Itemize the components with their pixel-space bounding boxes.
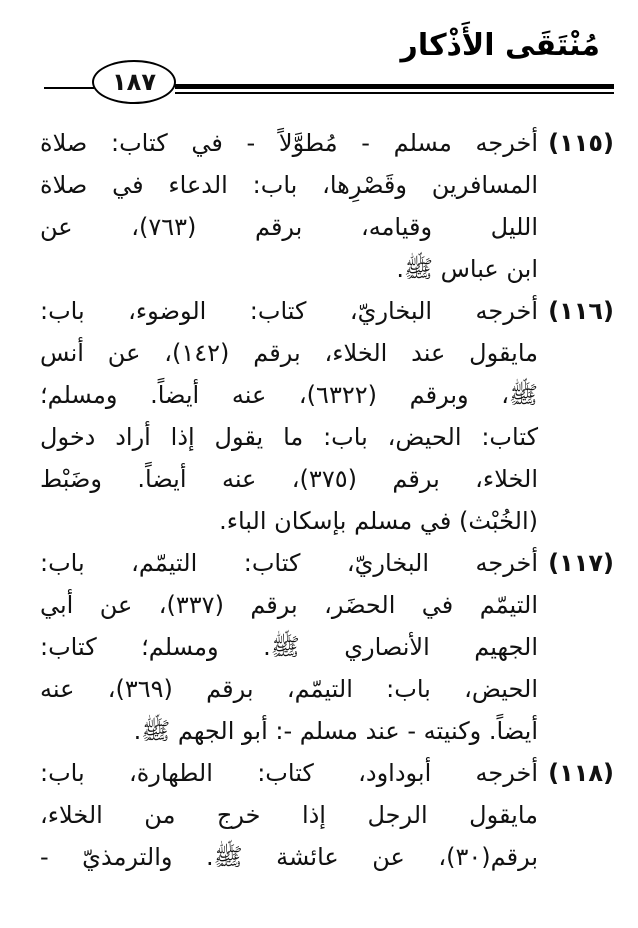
text-line: ابن عباس ﷺ. <box>396 255 538 283</box>
page-number: ١٨٧ <box>112 68 156 96</box>
header-rule-left <box>44 87 94 89</box>
text-line: ﷺ، وبرقم (٦٣٢٢)، عنه أيضاً. ومسلم؛ <box>40 381 538 409</box>
text-line: الحيض، باب: التيمّم، برقم (٣٦٩)، عنه <box>40 675 539 703</box>
text-line: أخرجه أبوداود، كتاب: الطهارة، باب: <box>40 759 538 787</box>
footnote <box>40 752 614 878</box>
text-line: أخرجه البخاريّ، كتاب: التيمّم، باب: <box>40 549 538 577</box>
footnote-number: (١١٨) <box>548 759 614 787</box>
text-line: أخرجه البخاريّ، كتاب: الوضوء، باب: <box>40 297 538 325</box>
text-line: الليل وقيامه، برقم (٧٦٣)، عن <box>40 213 539 241</box>
text-line: التيمّم في الحضَر، برقم (٣٣٧)، عن أبي <box>40 591 539 619</box>
page-header <box>0 0 638 110</box>
footnote-text <box>40 122 538 290</box>
text-line: أيضاً. وكنيته - عند مسلم -: أبو الجهم ﷺ. <box>133 717 538 745</box>
header-rule-thin <box>175 92 614 94</box>
footnote <box>40 290 614 542</box>
text-line: مايقول عند الخلاء، برقم (١٤٢)، عن أنس <box>40 339 538 367</box>
text-line: برقم(٣٠)، عن عائشة ﷺ. والترمذيّ - <box>40 843 538 871</box>
footnote-text <box>40 752 538 878</box>
header-rule-thick <box>175 84 614 89</box>
text-line: مايقول الرجل إذا خرج من الخلاء، <box>40 801 538 829</box>
footnote <box>40 122 614 290</box>
footnote-text <box>40 542 538 752</box>
footnote-number: (١١٦) <box>548 297 614 325</box>
footnote <box>40 542 614 752</box>
text-line: المسافرين وقَصْرِها، باب: الدعاء في صلاة <box>40 171 538 199</box>
footnote-number: (١١٥) <box>548 129 614 157</box>
footnote-text <box>40 290 538 542</box>
footnotes <box>40 122 614 878</box>
text-line: كتاب: الحيض، باب: ما يقول إذا أراد دخول <box>40 423 538 451</box>
page-number-badge <box>92 60 176 104</box>
text-line: الخلاء، برقم (٣٧٥)، عنه أيضاً. وضَبْط <box>40 465 538 493</box>
text-line: الجهيم الأنصاري ﷺ. ومسلم؛ كتاب: <box>40 633 538 661</box>
footnote-number: (١١٧) <box>548 549 614 577</box>
text-line: أخرجه مسلم - مُطوَّلاً - في كتاب: صلاة <box>40 129 538 157</box>
text-line: (الخُبْث) في مسلم بإسكان الباء. <box>219 507 538 535</box>
book-title: مُنْتَقَى الأَذْكار <box>400 28 600 63</box>
